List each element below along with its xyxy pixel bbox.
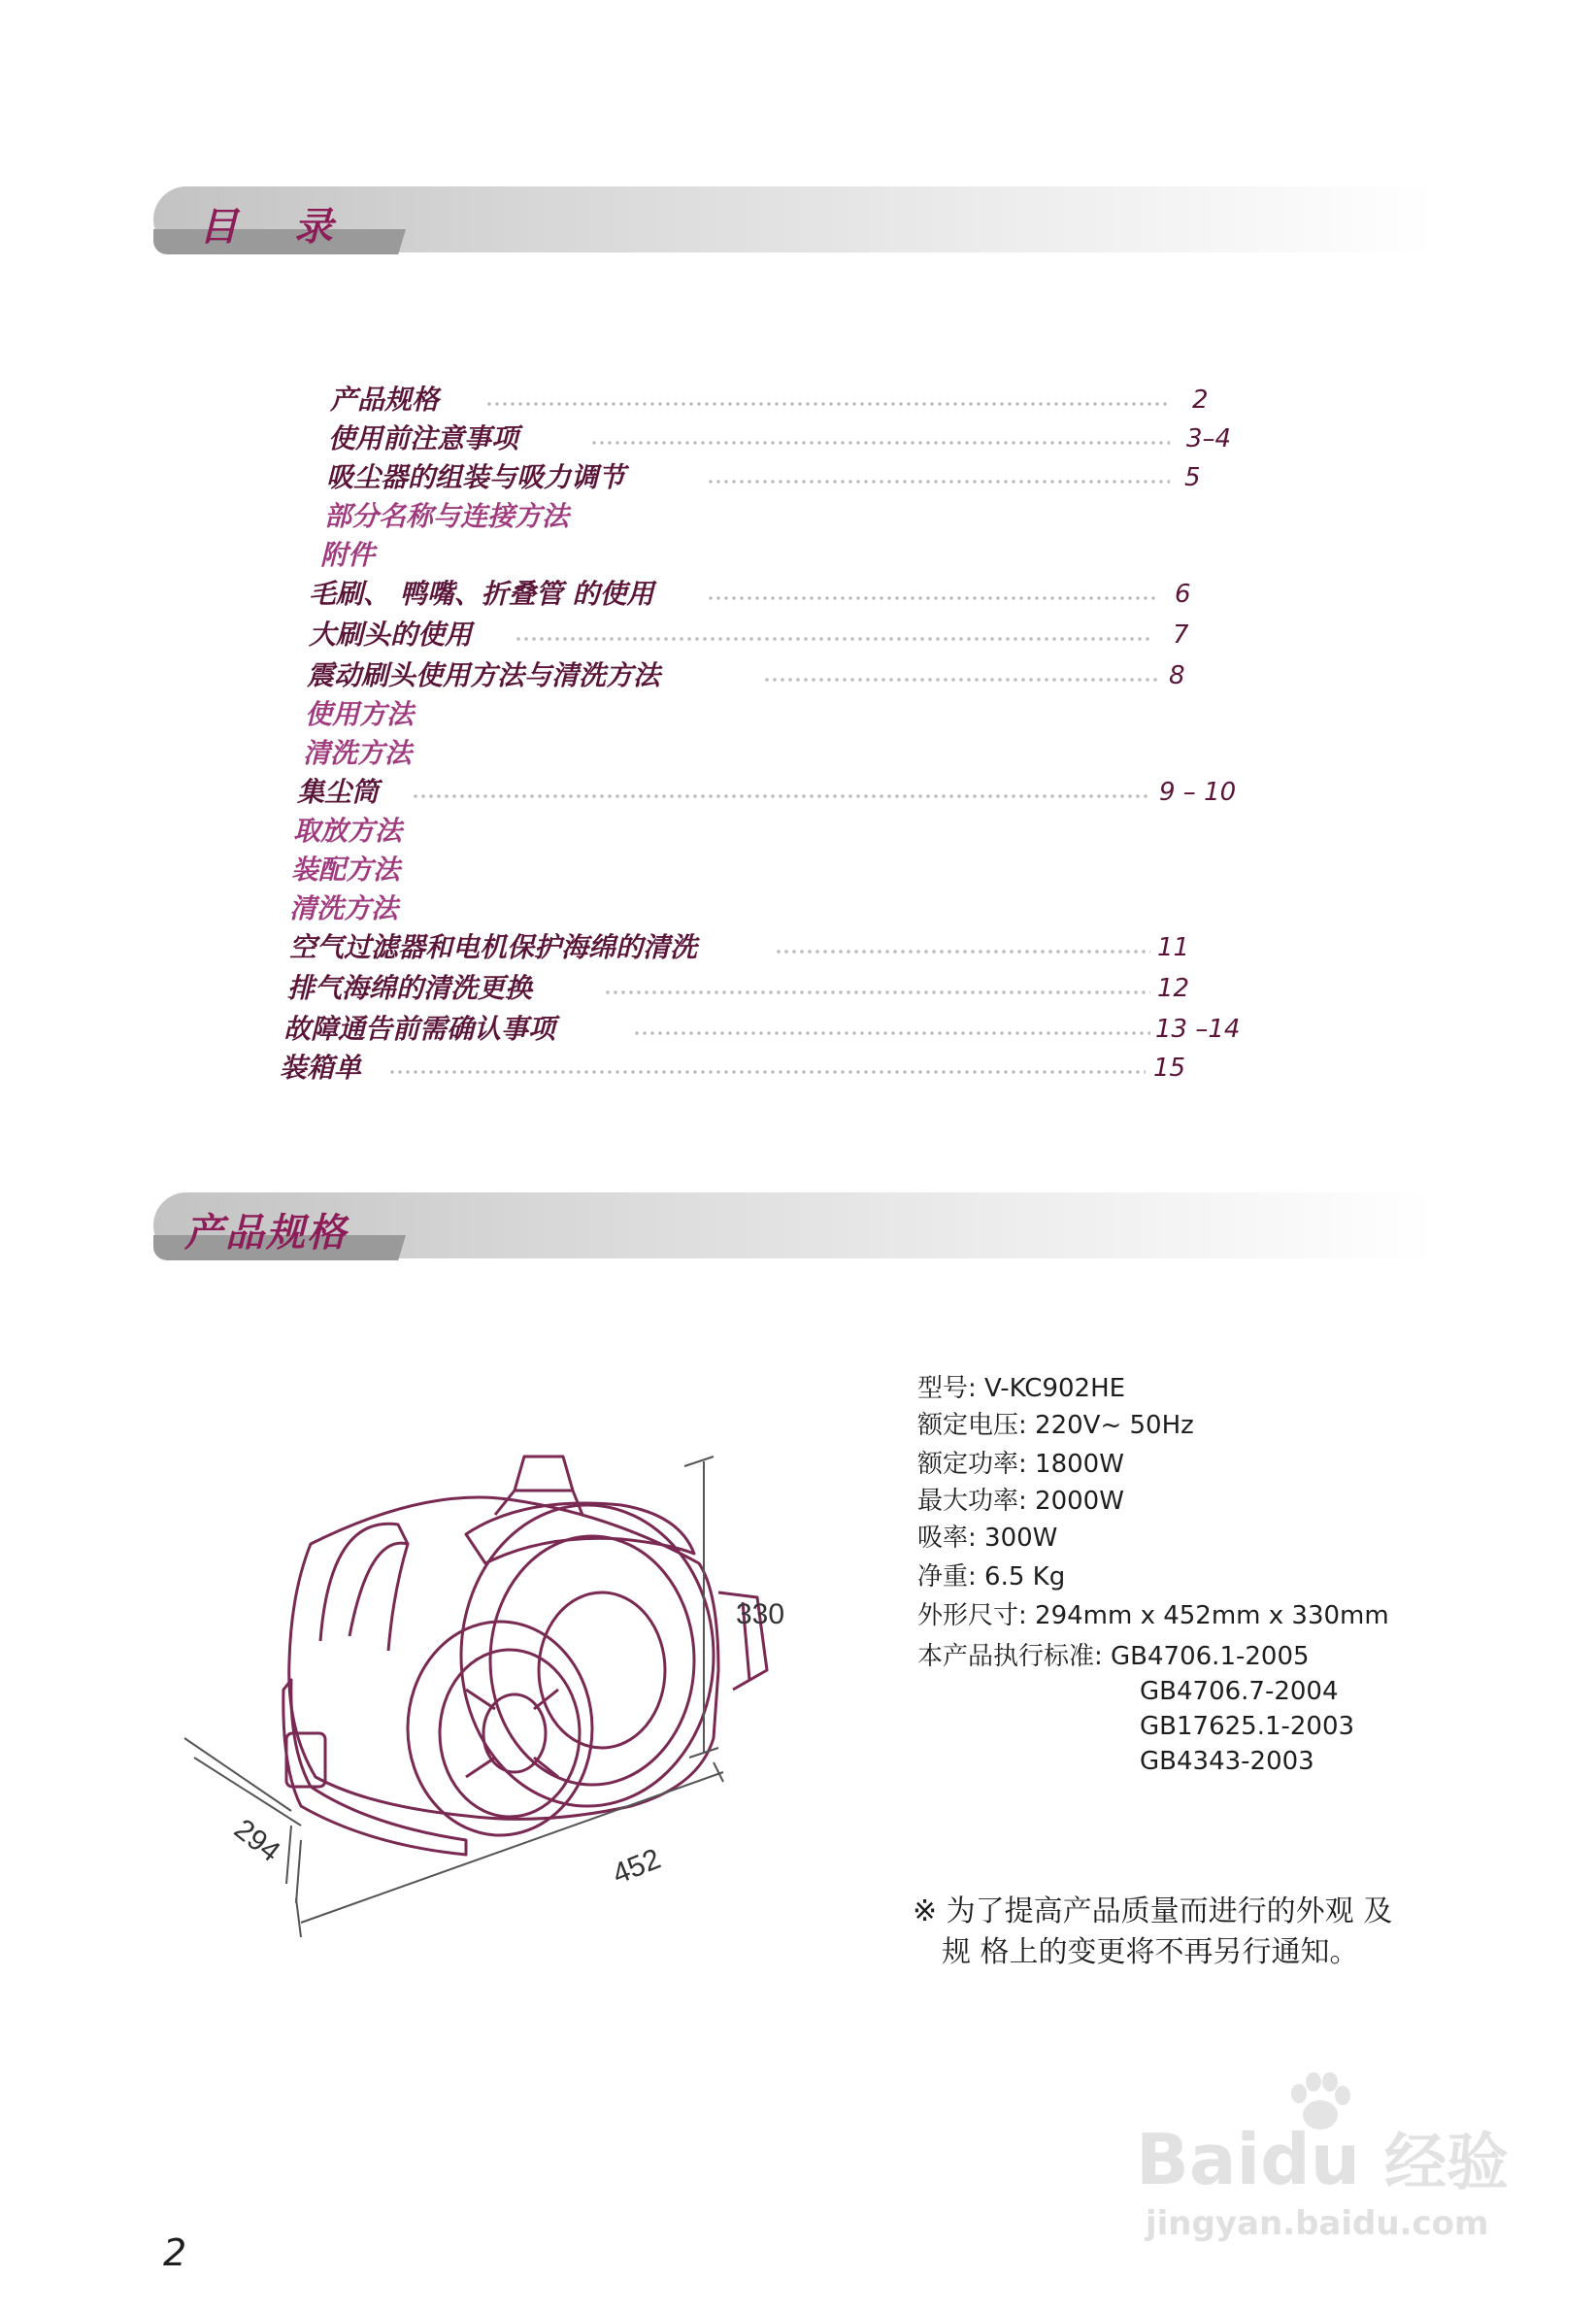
toc-entry (289, 930, 1262, 965)
watermark-brand: Bai (1136, 2119, 1261, 2200)
toc-entry (330, 383, 1262, 418)
toc-entry-label: 大刷头的使用 (309, 619, 473, 651)
toc-entry-label: 使用前注意事项 (328, 422, 519, 454)
spec-line (917, 1521, 1057, 1556)
toc-entry-page: 13 –14 (1155, 1015, 1241, 1044)
vacuum-cleaner-illustration (175, 1398, 854, 1981)
toc-dot-leader (515, 637, 1150, 641)
toc-entry (309, 618, 1262, 653)
toc-entry (291, 853, 1262, 888)
spec-value: 220V~ 50Hz (1035, 1411, 1194, 1440)
page-number: 2 (163, 2231, 187, 2274)
toc-entry (297, 775, 1262, 810)
toc-entry (320, 538, 1262, 573)
spec-value: GB17625.1-2003 (1140, 1712, 1355, 1741)
toc-dot-leader (485, 402, 1170, 406)
spec-value: V-KC902HE (984, 1374, 1126, 1403)
toc-dot-leader (707, 596, 1155, 600)
spec-value: 6.5 Kg (984, 1562, 1066, 1592)
spec-note-line-2: 规 格上的变更将不再另行通知。 (942, 1935, 1359, 1969)
toc-entry (287, 971, 1262, 1006)
toc-entry (328, 421, 1262, 456)
toc-entry-label: 毛刷、 鸭嘴、折叠管 的使用 (309, 578, 654, 610)
toc-title: 目 录 (199, 205, 354, 250)
toc-entry-page: 6 (1175, 580, 1191, 609)
toc-entry-label: 使用方法 (305, 698, 415, 730)
spec-label: 本产品执行标准: (917, 1642, 1103, 1671)
toc-entry-label: 清洗方法 (289, 892, 399, 924)
toc-entry (326, 460, 1262, 495)
spec-line (917, 1408, 1194, 1443)
toc-entry-label: 排气海绵的清洗更换 (287, 972, 533, 1004)
toc-dot-leader (775, 950, 1150, 954)
toc-entry-label: 吸尘器的组装与吸力调节 (326, 461, 626, 493)
spec-label: 额定功率: (917, 1450, 1027, 1479)
spec-value: 1800W (1035, 1450, 1124, 1479)
toc-entry-label: 空气过滤器和电机保护海绵的清洗 (289, 931, 698, 963)
toc-entry-page: 11 (1157, 933, 1190, 962)
dim-height: 330 (736, 1598, 785, 1630)
toc-entry-page: 15 (1153, 1054, 1186, 1083)
spec-line (917, 1371, 1125, 1406)
spec-note-line-1: ※ 为了提高产品质量而进行的外观 及 (913, 1894, 1393, 1928)
watermark-brand2: du (1260, 2119, 1360, 2200)
spec-line (917, 1559, 1065, 1594)
spec-line (1140, 1744, 1314, 1779)
toc-entry (280, 1051, 1262, 1086)
spec-label: 净重: (917, 1562, 977, 1592)
toc-dot-leader (388, 1070, 1146, 1074)
dim-width: 452 (608, 1842, 666, 1892)
baidu-watermark (1136, 2068, 1544, 2243)
toc-entry-label: 故障通告前需确认事项 (283, 1013, 556, 1045)
toc-entry-page: 8 (1169, 661, 1185, 690)
spec-line (917, 1598, 1389, 1633)
toc-entry-label: 产品规格 (330, 384, 440, 416)
spec-value: 2000W (1035, 1487, 1124, 1516)
toc-entry-label: 装箱单 (280, 1052, 362, 1084)
toc-entry (305, 697, 1262, 732)
spec-label: 外形尺寸: (917, 1601, 1027, 1630)
spec-value: 300W (984, 1524, 1058, 1553)
toc-entry-page: 2 (1192, 385, 1209, 415)
watermark-url: jingyan.baidu.com (1146, 2204, 1489, 2243)
spec-value: GB4343-2003 (1140, 1747, 1314, 1776)
watermark-cn: 经验 (1384, 2128, 1510, 2199)
toc-entry (307, 658, 1262, 693)
toc-dot-leader (633, 1031, 1150, 1035)
toc-dot-leader (763, 678, 1160, 682)
toc-entry-label: 清洗方法 (303, 737, 413, 769)
spec-line (1140, 1674, 1339, 1709)
spec-value: GB4706.1-2005 (1111, 1642, 1310, 1671)
toc-entry-label: 装配方法 (291, 854, 401, 886)
spec-label: 型号: (917, 1374, 977, 1403)
spec-value: GB4706.7-2004 (1140, 1677, 1339, 1706)
toc-entry (303, 736, 1262, 771)
toc-entry-page: 9 – 10 (1159, 778, 1237, 807)
spec-label: 最大功率: (917, 1487, 1027, 1516)
spec-line (917, 1639, 1310, 1674)
toc-dot-leader (707, 480, 1170, 484)
spec-line (917, 1484, 1124, 1519)
spec-label: 额定电压: (917, 1411, 1027, 1440)
dim-depth: 294 (227, 1813, 286, 1869)
toc-entry-page: 7 (1173, 620, 1189, 650)
toc-entry (324, 499, 1262, 534)
toc-entry (289, 891, 1262, 926)
toc-entry (293, 814, 1262, 849)
toc-entry-label: 附件 (320, 539, 376, 571)
specs-title: 产品规格 (184, 1211, 348, 1256)
toc-entry-label: 震动刷头使用方法与清洗方法 (307, 659, 661, 691)
toc-entry-label: 集尘筒 (297, 776, 380, 808)
toc-entry-page: 3–4 (1186, 424, 1232, 453)
spec-label: 吸率: (917, 1524, 977, 1553)
toc-entry-page: 5 (1184, 463, 1201, 492)
toc-entry (309, 577, 1262, 612)
toc-dot-leader (590, 441, 1170, 445)
toc-dot-leader (412, 794, 1150, 798)
spec-line (1140, 1709, 1354, 1744)
toc-dot-leader (604, 990, 1150, 994)
spec-value: 294mm x 452mm x 330mm (1035, 1601, 1389, 1630)
spec-line (917, 1447, 1124, 1482)
toc-entry-label: 取放方法 (293, 815, 403, 847)
toc-entry (283, 1012, 1262, 1047)
toc-entry-label: 部分名称与连接方法 (324, 500, 570, 532)
toc-entry-page: 12 (1157, 974, 1190, 1003)
